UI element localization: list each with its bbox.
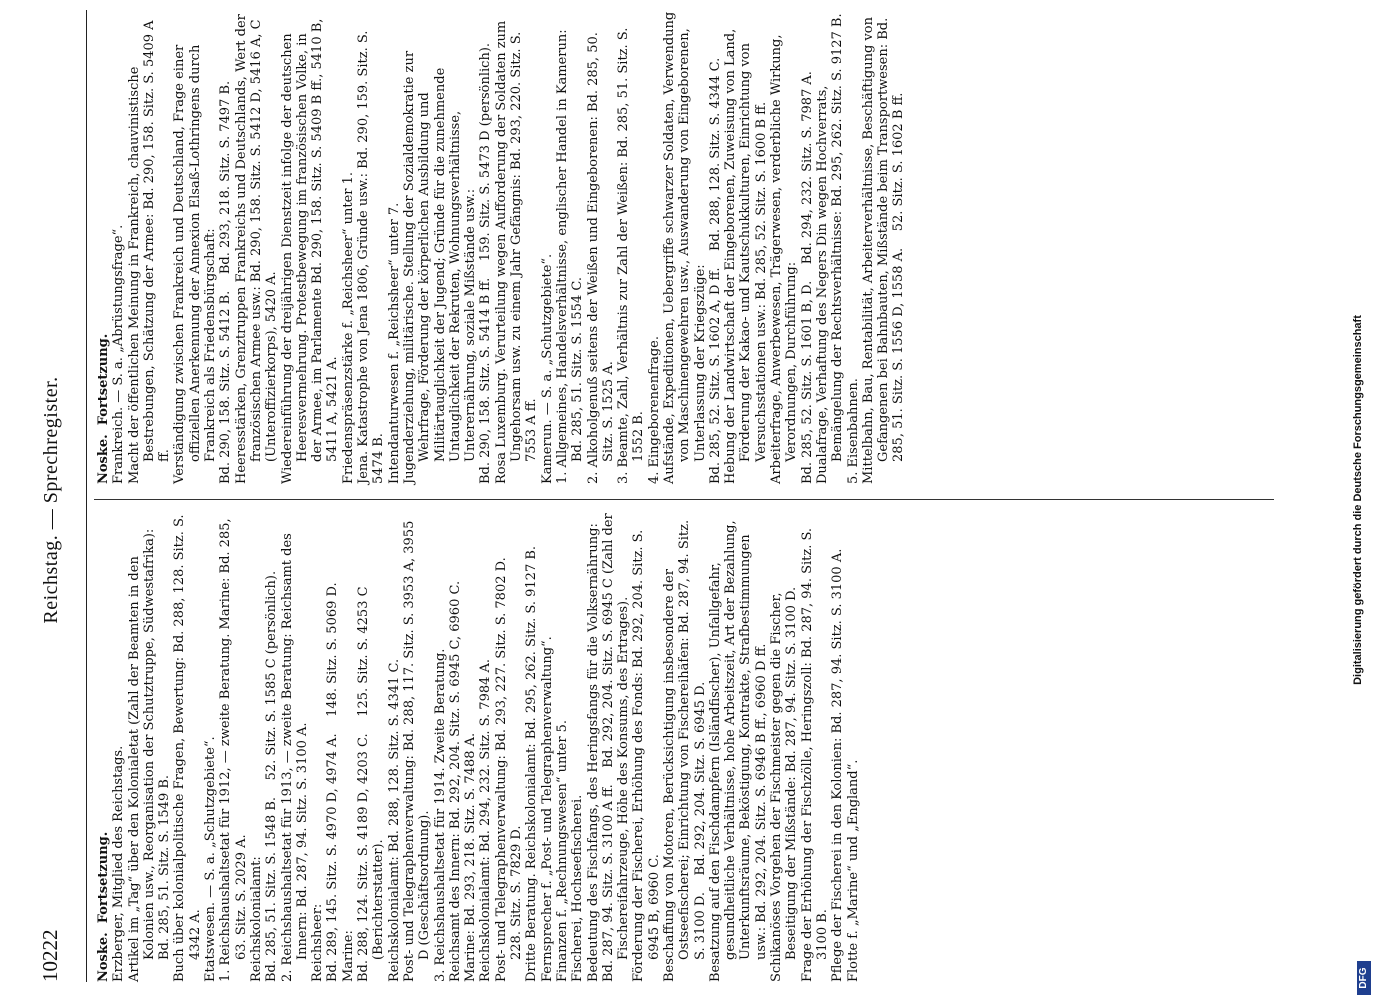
dfg-logo: DFG <box>1357 961 1371 995</box>
index-entry: Hebung der Landwirtschaft der Eingeborenen, Zuweisung von Land, Förderung der Kakao- und Kautschukkulturen, Einrichtung von Versuchsstationen usw.: Bd. 285, 52. Sitz. S. 1600 B ff. <box>723 24 769 484</box>
index-entry: 1. Allgemeines, Handelsverhältnisse, englischer Handel in Kamerun: Bd. 285, 51. Sitz. S. 1554 C. <box>554 25 586 484</box>
index-entry: Förderung der Fischerei, Erhöhung des Fonds: Bd. 292, 204. Sitz. S. 6945 B, 6960 C. <box>631 525 662 982</box>
index-entry: Bd. 290, 158. Sitz. S. 5414 B ff. 159. Sitz. S. 5473 D (persönlich). <box>478 42 494 484</box>
digitization-credit: Digitalisierung gefördert durch die Deutsche Forschungsgemeinschaft <box>1352 315 1364 685</box>
index-entry: Reichsamt des Innern: Bd. 292, 204. Sitz. S. 6945 C, 6960 C. <box>447 580 463 982</box>
index-entry: Frage der Erhöhung der Fischzölle, Heringszoll: Bd. 287, 94. Sitz. S. 3100 B. <box>799 523 830 982</box>
index-entry: Fernsprecher f. „Post- und Telegraphenverwaltung“. <box>539 636 555 982</box>
left-column <box>96 509 861 982</box>
index-entry: Besatzung auf den Fischdampfern (Isländfischer), Unfallgefahr, gesundheitliche Verhältnisse, hohe Arbeitszeit, Art der Bezahlung, Unterkunftsräume, Beköstigung, Kontrakte, Strafbestimmungen usw.: Bd. 292, 204. Sitz. S. 6946 B ff., 6960 D ff. <box>707 516 769 982</box>
index-entry: Marine: Bd. 293, 218. Sitz. S. 7488 A. <box>463 732 479 982</box>
index-entry: Bd. 285, 52. Sitz. S. 1602 A, D ff. Bd. 288, 128. Sitz. S. 4344 C. <box>707 57 723 484</box>
index-entry: Heeresstärken, Grenztruppen Frankreichs und Deutschlands, Wert der französischen Armee usw.: Bd. 290, 158. Sitz. S. 5412 D, 5416 A, C (Unteroffizierkorps), 5420 A. <box>233 9 280 484</box>
index-entry: Beschaffung von Motoren, Berücksichtigung insbesondere der Ostseefischerei; Einrichtung von Fischereihäfen: Bd. 287, 94. Sitz. S. 3100 D. Bd. 292, 204. Sitz. S. 6945 D. <box>661 515 708 982</box>
index-entry: Post- und Telegraphenverwaltung: Bd. 288, 117. Sitz. S. 3953 A, 3955 D (Geschäftsordnung). <box>401 516 433 982</box>
index-entry: Finanzen f. „Rechnungswesen“ unter 5. <box>554 719 570 982</box>
index-entry: Friedenspräsenzstärke f. „Reichsheer“ unter 1. <box>340 171 356 484</box>
index-entry: Bd. 289, 145. Sitz. S. 4970 D, 4974 A. 148. Sitz. S. 5069 D. <box>325 582 341 982</box>
right-column <box>96 7 907 484</box>
index-entry: Reichskolonialamt: <box>248 856 264 982</box>
index-entry: Mittelbahn, Bau, Rentabilität, Arbeiterverhältnisse, Beschäftigung von Gefangenen bei Bahnbauten, Mißstände beim Transportwesen: Bd. 285, 51. Sitz. S. 1556 D, 1558 A. 52. Sitz. S. 1602 B ff. <box>860 12 907 484</box>
index-entry: 5. Eisenbahnen. <box>845 378 861 484</box>
index-entry: Bd. 287, 94. Sitz. S. 3100 A ff. Bd. 292, 204. Sitz. S. 6945 C (Zahl der Fischereifahrzeuge, Höhe des Konsums, des Ertrages). <box>600 509 632 982</box>
index-entry: Macht der öffentlichen Meinung in Frankreich, chauvinistische Bestrebungen, Schätzung der Armee: Bd. 290, 158. Sitz. S. 5409 A ff. <box>126 16 173 484</box>
index-entry: Dualafrage, Verhaftung des Negers Din wegen Hochverrats, Bemängelung der Rechtsverhältnisse: Bd. 295, 262. Sitz. S. 9127 B. <box>814 13 846 484</box>
index-entry: Kamerun. — S. a. „Schutzgebiete“. <box>539 253 555 484</box>
page-number: 10222 <box>38 929 62 982</box>
index-entry: Post- und Telegraphenverwaltung: Bd. 293, 227. Sitz. S. 7802 D. 228. Sitz. S. 7829 D. <box>493 540 525 982</box>
index-entry: Marine: <box>340 930 356 982</box>
index-entry: Artikel im „Tag“ über den Kolonialetat (Zahl der Beamten in den Kolonien usw., Reorganisation der Schutztruppe, Südwestafrika): Bd. 285, 51. Sitz. S. 1549 B. <box>126 524 173 982</box>
index-entry: 3. Beamte, Zahl, Verhältnis zur Zahl der Weißen: Bd. 285, 51. Sitz. S. 1552 B. <box>616 23 647 484</box>
index-entry: Rosa Luxemburg. Verurteilung wegen Aufforderung der Soldaten zum Ungehorsam usw. zu einem Jahr Gefängnis: Bd. 293, 220. Sitz. S. 7553 A ff. <box>493 16 540 484</box>
index-entry: 2. Reichshaushaltsetat für 1913, — zweite Beratung: Reichsamt des Innern: Bd. 287, 94. Sitz. S. 3100 A. <box>279 529 310 982</box>
index-entry: Pflege der Fischerei in den Kolonien: Bd. 287, 94. Sitz. S. 3100 A. <box>830 548 846 982</box>
index-entry: Aufstände, Expeditionen, Uebergriffe schwarzer Soldaten, Verwendung von Maschinengewehren usw., Auswanderung von Eingeborenen, Unterlassung der Kriegszüge: <box>661 7 708 484</box>
index-entry: Bd. 285, 51. Sitz. S. 1548 B. 52. Sitz. S. 1585 C (persönlich). <box>264 570 280 982</box>
index-entry: Fischerei, Hochseefischerei. <box>570 794 586 982</box>
index-entry: Jugenderziehung, militärische. Stellung der Sozialdemokratie zur Wehrfrage, Förderung der körperlichen Ausbildung und Militärtauglichkeit der Jugend; Gründe für die zunehmende Untauglichkeit der Rekruten, Wohnungsverhältnisse, Unterernährung, soziale Mißstände usw.: <box>401 46 479 484</box>
header-rule <box>86 10 87 982</box>
index-entry: Verständigung zwischen Frankreich und Deutschland, Frage einer offiziellen Anerkennung der Annexion Elsaß-Lothringens durch Frankreich als Friedensbürgschaft: <box>172 40 219 484</box>
index-entry: Arbeiterfrage, Anwerbewesen, Trägerwesen, verderbliche Wirkung, Verordnungen, Durchführung: <box>769 30 800 484</box>
index-entry: Reichsheer: <box>310 903 326 982</box>
index-entry: Erzberger, Mitglied des Reichstags. <box>111 745 127 982</box>
index-entry: Etatswesen. — S. a. „Schutzgebiete“. <box>203 736 219 982</box>
index-entry: Reichskolonialamt: Bd. 294, 232. Sitz. S. 7984 A. <box>478 658 494 982</box>
index-entry: Wiedereinführung der dreijährigen Dienstzeit infolge der deutschen Heeresvermehrung. Protestbewegung im französischen Volke, in der Armee, im Parlamente Bd. 290, 158. Sitz. S. 5409 B ff., 5410 B, 5411 A, 5421 A. <box>279 14 341 484</box>
index-entry: 4. Eingeborenenfrage. <box>646 336 662 484</box>
index-entry: Bd. 288, 124. Sitz. S. 4189 D, 4203 C. 125. Sitz. S. 4253 C (Berichterstatter). <box>356 582 387 982</box>
index-entry: Buch über kolonialpolitische Fragen, Bewertung: Bd. 288, 128. Sitz. S. 4342 A. <box>172 510 203 982</box>
index-entry: 3. Reichshaushaltsetat für 1914. Zweite Beratung. <box>432 648 448 982</box>
index-entry: Bd. 290, 158. Sitz. S. 5412 B. Bd. 293, 218. Sitz. S. 7497 B. <box>218 80 234 484</box>
index-entry: Reichskolonialamt: Bd. 288, 128. Sitz. S. 4341 C. <box>386 658 402 982</box>
index-entry: Noske. Fortsetzung. <box>96 333 111 484</box>
index-entry: 1. Reichshaushaltsetat für 1912, — zweite Beratung. Marine: Bd. 285, 63. Sitz. S. 2029 A. <box>218 514 249 982</box>
index-entry: Bedeutung des Fischfangs, des Heringsfangs für die Volksernährung: <box>585 523 601 982</box>
running-title: Reichstag. — Sprechregister. <box>40 376 62 624</box>
index-entry: Bd. 285, 52. Sitz. S. 1601 B, D. Bd. 294, 232. Sitz. S. 7987 A. <box>799 71 815 484</box>
column-divider <box>94 499 1274 500</box>
index-entry: Dritte Beratung. Reichskolonialamt: Bd. 295, 262. Sitz. S. 9127 B. <box>524 545 540 982</box>
index-entry: Schikanöses Vorgehen der Fischmeister gegen die Fischer, Beseitigung der Mißstände: Bd. 287, 94. Sitz. S. 3100 D. <box>769 586 800 982</box>
index-entry: Jena. Katastrophe von Jena 1806, Gründe usw.: Bd. 290, 159. Sitz. S. 5474 B. <box>356 26 387 484</box>
index-entry: Intendanturwesen f. „Reichsheer“ unter 7. <box>386 202 402 484</box>
index-entry: Frankreich. — S. a. „Abrüstungsfrage“. <box>111 224 127 484</box>
index-entry: 2. Alkoholgenuß seitens der Weißen und Eingeborenen: Bd. 285, 50. Sitz. S. 1525 A. <box>585 27 616 484</box>
index-entry: Flotte f. „Marine“ und „England“. <box>845 759 861 982</box>
index-entry: Noske. Fortsetzung. <box>96 831 111 982</box>
